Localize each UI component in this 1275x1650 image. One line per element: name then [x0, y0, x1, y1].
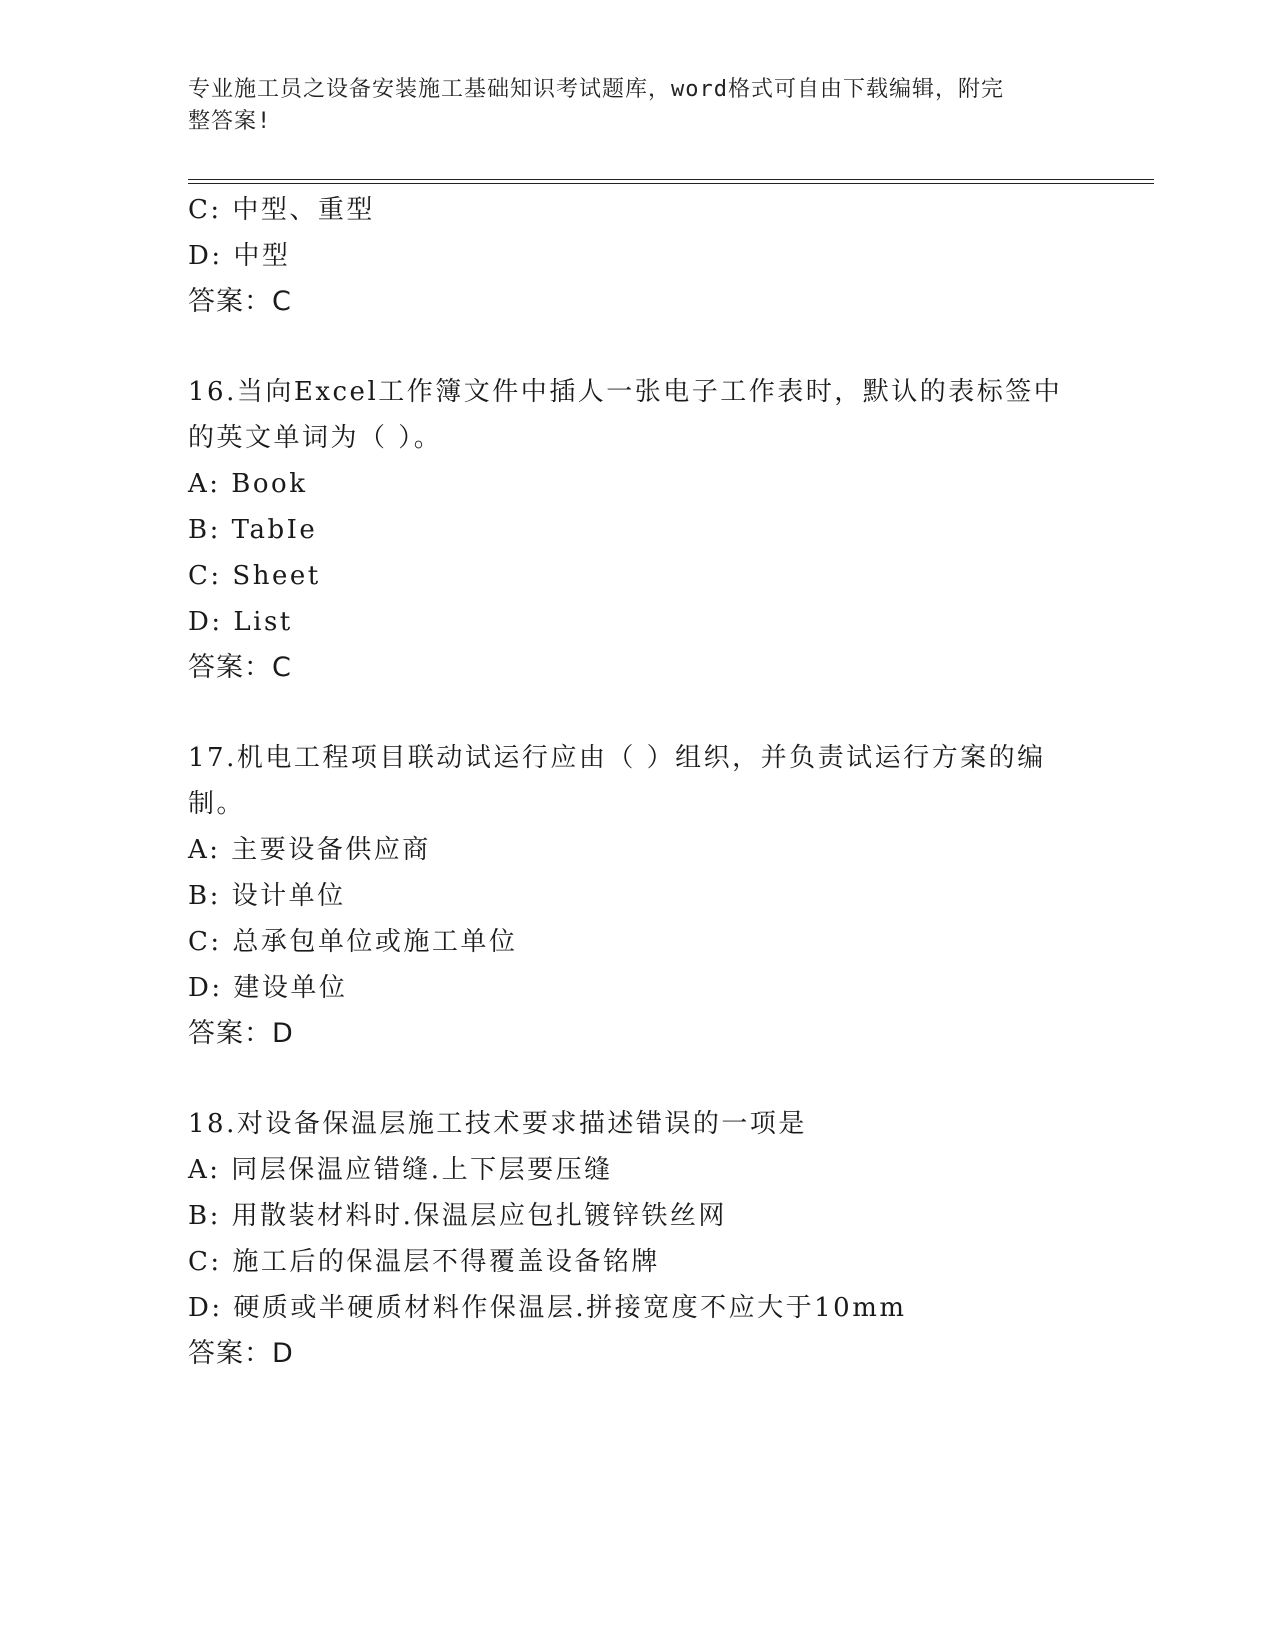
- option-d: D: 硬质或半硬质材料作保温层.拼接宽度不应大于10mm: [188, 1293, 907, 1323]
- option-c: C: 施工后的保温层不得覆盖设备铭牌: [188, 1247, 660, 1277]
- option-c: C: 总承包单位或施工单位: [188, 927, 518, 957]
- option-b: B: TabIe: [188, 515, 318, 545]
- question-stem: 16.当向Excel工作簿文件中插人一张电子工作表时，默认的表标签中: [188, 377, 1063, 407]
- question-17: [188, 735, 1088, 1057]
- option-a: A: 同层保温应错缝.上下层要压缝: [188, 1155, 613, 1185]
- option-c: C: Sheet: [188, 561, 321, 591]
- option-a: A: Book: [188, 469, 308, 499]
- option-d: D: List: [188, 607, 293, 637]
- answer-line: 答案：D: [188, 1338, 294, 1369]
- question-18: [188, 1101, 1088, 1377]
- header-line-2: 整答案!: [188, 109, 272, 134]
- option-d: D: 中型: [188, 241, 291, 271]
- header-divider-bottom: [188, 183, 1154, 184]
- answer-line: 答案：D: [188, 1018, 294, 1049]
- answer-line: 答案：C: [188, 286, 292, 317]
- question-spacer: [188, 325, 1088, 369]
- question-content: [188, 187, 1088, 1377]
- question-15-tail: [188, 187, 1088, 325]
- option-b: B: 设计单位: [188, 881, 346, 911]
- question-stem-continued: 的英文单词为（ ）。: [188, 423, 443, 453]
- question-stem-continued: 制。: [188, 789, 246, 819]
- option-c: C: 中型、重型: [188, 195, 375, 225]
- option-d: D: 建设单位: [188, 973, 348, 1003]
- question-stem: 18.对设备保温层施工技术要求描述错误的一项是: [188, 1109, 807, 1139]
- option-a: A: 主要设备供应商: [188, 835, 431, 865]
- page-header: [188, 74, 1068, 138]
- option-b: B: 用散装材料时.保温层应包扎镀锌铁丝网: [188, 1201, 727, 1231]
- question-stem: 17.机电工程项目联动试运行应由（ ）组织，并负责试运行方案的编: [188, 743, 1046, 773]
- header-line-1: 专业施工员之设备安装施工基础知识考试题库，word格式可自由下载编辑，附完: [188, 77, 1004, 102]
- question-spacer: [188, 691, 1088, 735]
- question-spacer: [188, 1057, 1088, 1101]
- answer-line: 答案：C: [188, 652, 292, 683]
- question-16: [188, 369, 1088, 691]
- header-divider-top: [188, 179, 1154, 180]
